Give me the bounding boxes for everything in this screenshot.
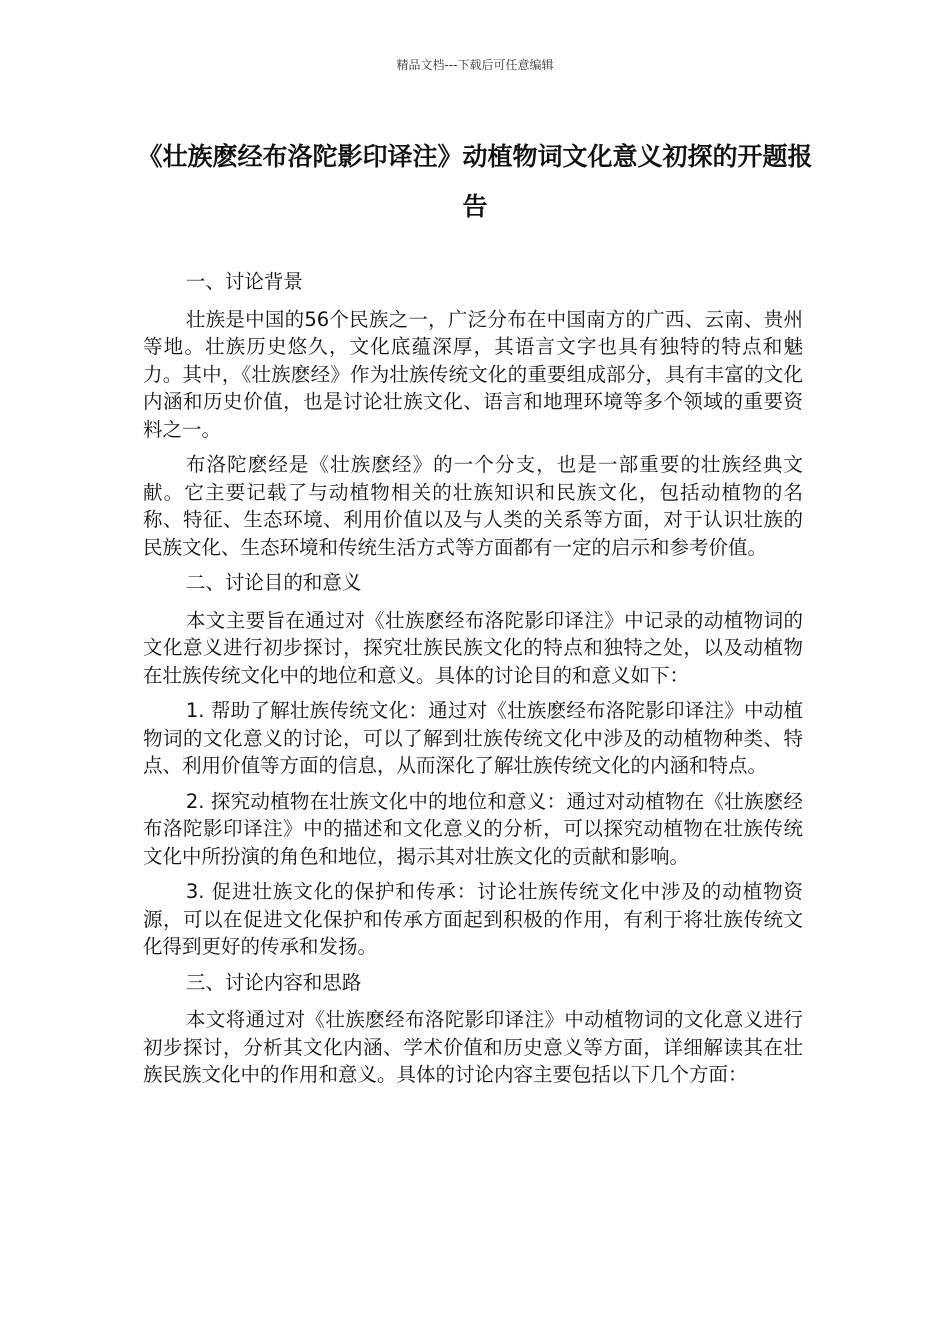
section-heading-content: 三、讨论内容和思路 <box>185 970 362 994</box>
section-heading-background: 一、讨论背景 <box>185 270 303 293</box>
list-item: 2. 探究动植物在壮族文化中的地位和意义：通过对动植物在《壮族麽经布洛陀影印译注》中的描述和文化意义的分析，可以探究动植物在壮族传统文化中所扮演的角色和地位，揭示其对壮族文化的贡献和影响。 <box>143 789 803 868</box>
document-title: 《壮族麽经布洛陀影印译注》动植物词文化意义初探的开题报告 <box>137 142 813 221</box>
paragraph: 布洛陀麽经是《壮族麽经》的一个分支，也是一部重要的壮族经典文献。它主要记载了与动植物相关的壮族知识和民族文化，包括动植物的名称、特征、生态环境、利用价值以及与人类的关系等方面，对于认识壮族的民族文化、生态环境和传统生活方式等方面都有一定的启示和参考价值。 <box>143 453 803 559</box>
list-item: 3. 促进壮族文化的保护和传承：讨论壮族传统文化中涉及的动植物资源，可以在促进文化保护和传承方面起到积极的作用，有利于将壮族传统文化得到更好的传承和发扬。 <box>143 880 803 958</box>
section-heading-purpose: 二、讨论目的和意义 <box>185 571 362 594</box>
document-body <box>143 268 803 1097</box>
paragraph: 本文主要旨在通过对《壮族麽经布洛陀影印译注》中记录的动植物词的文化意义进行初步探讨，探究壮族民族文化的特点和独特之处，以及动植物在壮族传统文化中的地位和意义。具体的讨论目的和意义如下： <box>143 608 803 687</box>
paragraph: 本文将通过对《壮族麽经布洛陀影印译注》中动植物词的文化意义进行初步探讨，分析其文化内涵、学术价值和历史意义等方面，详细解读其在壮族民族文化中的作用和意义。具体的讨论内容主要包括以下几个方面： <box>143 1008 803 1086</box>
list-item: 1. 帮助了解壮族传统文化：通过对《壮族麽经布洛陀影印译注》中动植物词的文化意义的讨论，可以了解到壮族传统文化中涉及的动植物种类、特点、利用价值等方面的信息，从而深化了解壮族传统文化的内涵和特点。 <box>143 699 803 777</box>
header-note: 精品文档---下载后可任意编辑 <box>396 58 554 72</box>
paragraph: 壮族是中国的56个民族之一，广泛分布在中国南方的广西、云南、贵州等地。壮族历史悠久，文化底蕴深厚，其语言文字也具有独特的特点和魅力。其中，《壮族麽经》作为壮族传统文化的重要组成部分，具有丰富的文化内涵和历史价值，也是讨论壮族文化、语言和地理环境等多个领域的重要资料之一。 <box>143 307 803 441</box>
